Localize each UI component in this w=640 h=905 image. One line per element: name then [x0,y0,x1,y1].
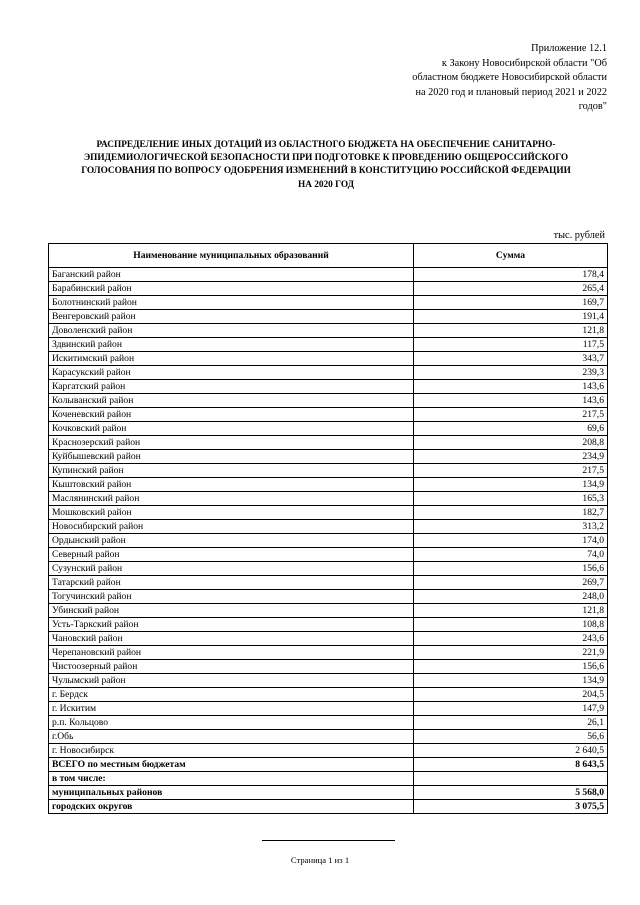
table-row [49,464,608,478]
cell-name: Кочковский район [49,422,414,436]
table-row [49,352,608,366]
table-row [49,380,608,394]
cell-amount: 74,0 [414,548,608,562]
page-number: Страница 1 из 1 [290,855,350,865]
table-row [49,506,608,520]
table-row [49,604,608,618]
cell-name: Кыштовский район [49,478,414,492]
cell-amount: 191,4 [414,310,608,324]
table-row [49,310,608,324]
appendix-line: к Закону Новосибирской области "Об [441,57,607,69]
cell-amount: 169,7 [414,296,608,310]
cell-amount: 134,9 [414,478,608,492]
cell-name: городских округов [49,800,414,814]
header-amount: Сумма [414,244,608,268]
cell-name: Чановский район [49,632,414,646]
table-row [49,702,608,716]
cell-name: Коченевский район [49,408,414,422]
table-row [49,478,608,492]
table-row [49,394,608,408]
table-row [49,282,608,296]
table-row [49,450,608,464]
cell-name: Чистоозерный район [49,660,414,674]
title-line: РАСПРЕДЕЛЕНИЕ ИНЫХ ДОТАЦИЙ ИЗ ОБЛАСТНОГО БЮДЖЕТА НА ОБЕСПЕЧЕНИЕ САНИТАРНО- [96,140,556,150]
cell-name: Ордынский район [49,534,414,548]
cell-name: в том числе: [49,772,414,786]
cell-amount [414,772,608,786]
cell-amount: 217,5 [414,408,608,422]
summary-row [49,800,608,814]
footer-divider [262,840,395,841]
cell-name: г. Новосибирск [49,744,414,758]
cell-amount: 269,7 [414,576,608,590]
cell-name: Сузунский район [49,562,414,576]
cell-amount: 121,8 [414,604,608,618]
table-row [49,436,608,450]
table-row [49,576,608,590]
appendix-line: Приложение 12.1 [531,43,607,54]
cell-amount: 5 568,0 [414,786,608,800]
cell-amount: 56,6 [414,730,608,744]
cell-amount: 217,5 [414,464,608,478]
table-row [49,520,608,534]
cell-name: Тогучинский район [49,590,414,604]
table-row [49,618,608,632]
table-row [49,632,608,646]
cell-amount: 156,6 [414,562,608,576]
cell-amount: 108,8 [414,618,608,632]
cell-name: Усть-Таркский район [49,618,414,632]
table-row [49,338,608,352]
cell-amount: 208,8 [414,436,608,450]
cell-name: Северный район [49,548,414,562]
cell-name: Баганский район [49,268,414,282]
cell-amount: 182,7 [414,506,608,520]
cell-name: Каргатский район [49,380,414,394]
cell-name: Маслянинский район [49,492,414,506]
cell-amount: 313,2 [414,520,608,534]
cell-name: г. Искитим [49,702,414,716]
table-row [49,730,608,744]
cell-amount: 156,6 [414,660,608,674]
allocation-table [48,243,608,814]
cell-name: Доволенский район [49,324,414,338]
document-title [46,139,606,192]
cell-amount: 3 075,5 [414,800,608,814]
cell-amount: 248,0 [414,590,608,604]
table-row [49,744,608,758]
table-header-row [49,244,608,268]
cell-name: Черепановский район [49,646,414,660]
title-line: ГОЛОСОВАНИЯ ПО ВОПРОСУ ОДОБРЕНИЯ ИЗМЕНЕНИЙ В КОНСТИТУЦИЮ РОССИЙСКОЙ ФЕДЕРАЦИИ [81,166,571,177]
cell-name: Искитимский район [49,352,414,366]
table-row [49,324,608,338]
table-row [49,534,608,548]
cell-name: Болотнинский район [49,296,414,310]
cell-amount: 234,9 [414,450,608,464]
table-row [49,296,608,310]
cell-name: г.Обь [49,730,414,744]
cell-amount: 165,3 [414,492,608,506]
cell-amount: 178,4 [414,268,608,282]
cell-name: Татарский район [49,576,414,590]
cell-name: ВСЕГО по местным бюджетам [49,758,414,772]
table-row [49,268,608,282]
cell-amount: 69,6 [414,422,608,436]
cell-name: Чулымский район [49,674,414,688]
title-line: ЭПИДЕМИОЛОГИЧЕСКОЙ БЕЗОПАСНОСТИ ПРИ ПОДГОТОВКЕ К ПРОВЕДЕНИЮ ОБЩЕРОССИЙСКОГО [83,153,569,164]
cell-name: Краснозерский район [49,436,414,450]
cell-name: Новосибирский район [49,520,414,534]
cell-amount: 26,1 [414,716,608,730]
table-row [49,492,608,506]
cell-name: Венгеровский район [49,310,414,324]
table-row [49,660,608,674]
cell-name: г. Бердск [49,688,414,702]
summary-row [49,772,608,786]
appendix-line: на 2020 год и плановый период 2021 и 2022 [415,86,607,98]
cell-amount: 2 640,5 [414,744,608,758]
cell-amount: 147,9 [414,702,608,716]
summary-row [49,786,608,800]
table-body [49,268,608,814]
title-line: НА 2020 ГОД [297,179,355,190]
cell-name: Барабинский район [49,282,414,296]
cell-amount: 204,5 [414,688,608,702]
table-row [49,716,608,730]
cell-amount: 134,9 [414,674,608,688]
cell-amount: 243,6 [414,632,608,646]
table-row [49,366,608,380]
cell-amount: 239,3 [414,366,608,380]
table-row [49,408,608,422]
table-row [49,422,608,436]
cell-amount: 174,0 [414,534,608,548]
table-row [49,646,608,660]
table-row [49,590,608,604]
header-name: Наименование муниципальных образований [49,244,414,268]
cell-name: Куйбышевский район [49,450,414,464]
appendix-note [360,42,607,115]
cell-amount: 265,4 [414,282,608,296]
cell-amount: 117,5 [414,338,608,352]
table-row [49,562,608,576]
table-row [49,548,608,562]
cell-name: муниципальных районов [49,786,414,800]
cell-name: Купинский район [49,464,414,478]
cell-name: Колыванский район [49,394,414,408]
appendix-line: годов" [578,101,607,113]
cell-amount: 343,7 [414,352,608,366]
cell-amount: 221,9 [414,646,608,660]
cell-name: Убинский район [49,604,414,618]
cell-name: Карасукский район [49,366,414,380]
appendix-line: областном бюджете Новосибирской области [412,72,607,84]
table-row [49,688,608,702]
cell-name: р.п. Кольцово [49,716,414,730]
cell-amount: 121,8 [414,324,608,338]
units-label: тыс. рублей [553,230,605,241]
summary-row [49,758,608,772]
cell-name: Здвинский район [49,338,414,352]
cell-name: Мошковский район [49,506,414,520]
table-row [49,674,608,688]
cell-amount: 8 643,5 [414,758,608,772]
cell-amount: 143,6 [414,380,608,394]
cell-amount: 143,6 [414,394,608,408]
